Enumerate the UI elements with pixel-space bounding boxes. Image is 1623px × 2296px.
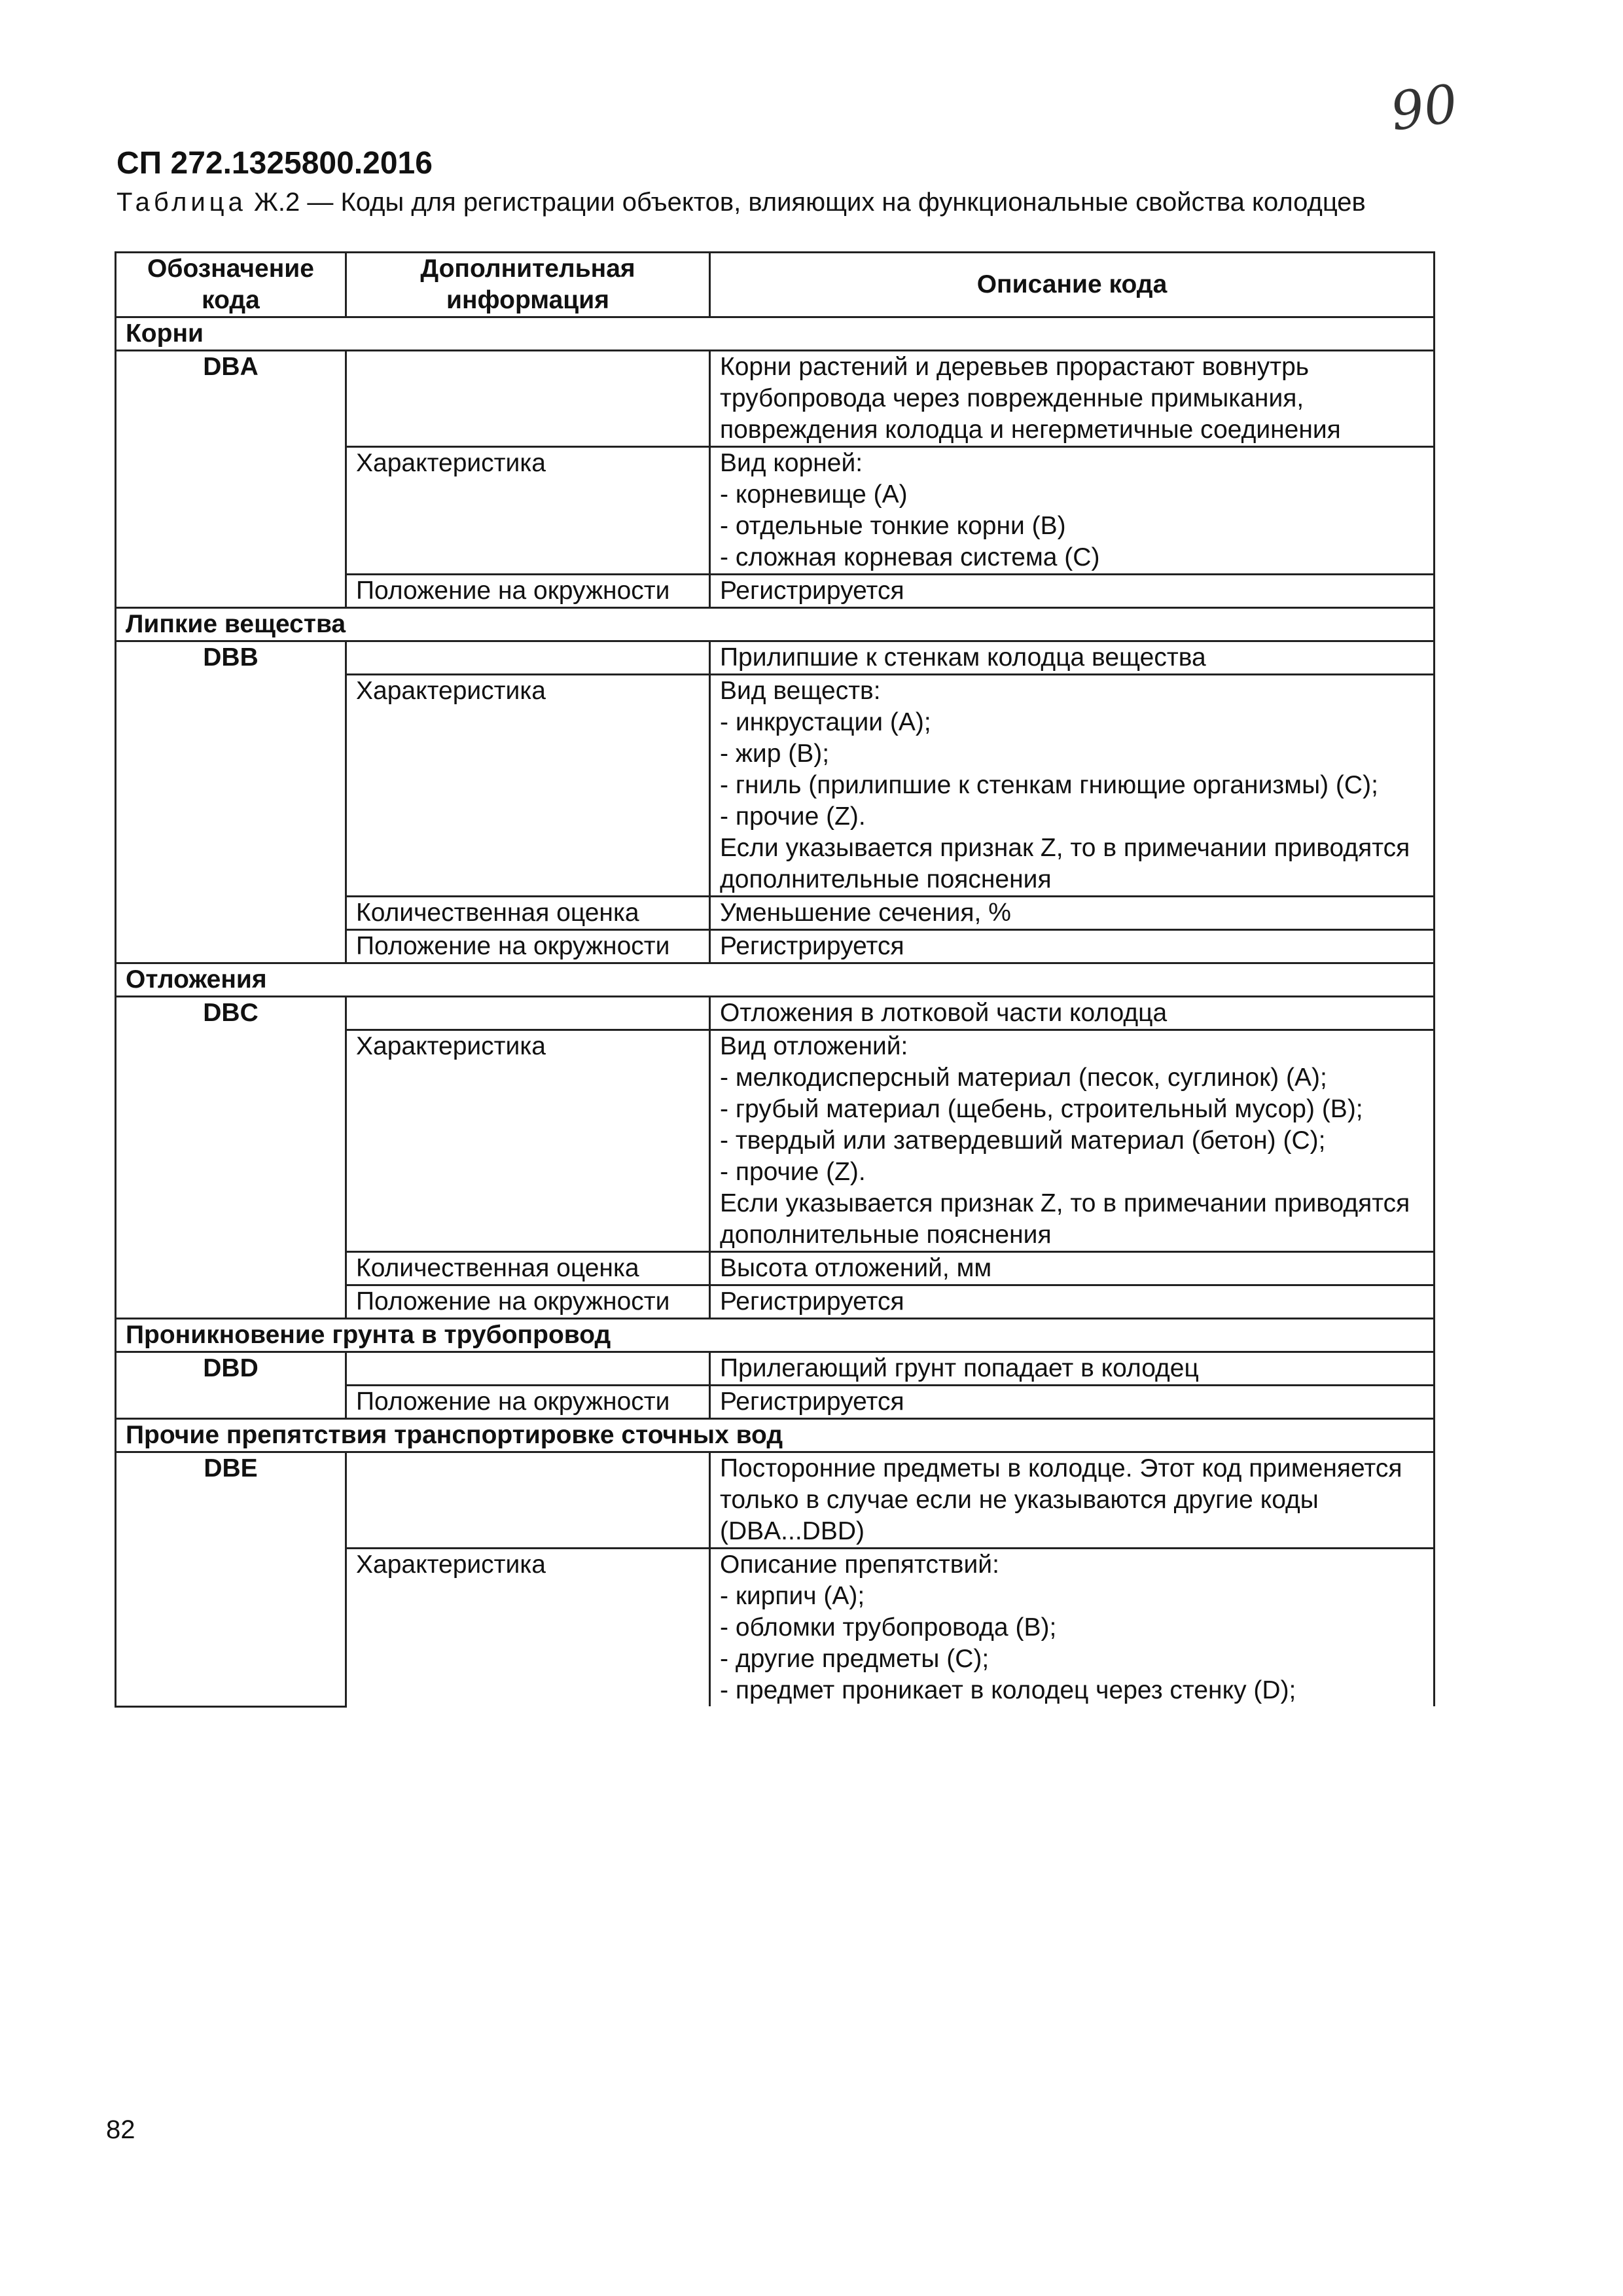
table-row bbox=[116, 1352, 1435, 1386]
info-cell: Количественная оценка bbox=[346, 1252, 710, 1285]
info-cell: Положение на окружности bbox=[346, 930, 710, 963]
page-number: 82 bbox=[106, 2115, 135, 2144]
description-line: Описание препятствий: bbox=[720, 1551, 999, 1579]
info-cell: Количественная оценка bbox=[346, 897, 710, 930]
info-cell: Положение на окружности bbox=[346, 1285, 710, 1319]
description-line: - обломки трубопровода (B); bbox=[720, 1613, 1057, 1641]
description-cell bbox=[710, 641, 1435, 675]
description-cell bbox=[710, 930, 1435, 963]
description-line: - сложная корневая система (C) bbox=[720, 543, 1100, 571]
document-code: СП 272.1325800.2016 bbox=[116, 146, 433, 181]
info-cell: Характеристика bbox=[346, 1030, 710, 1252]
description-cell bbox=[710, 1285, 1435, 1319]
description-line: Корни растений и деревьев прорастают вовнутрь трубопровода через поврежденные примыкания, повреждения колодца и негерметичные соединения bbox=[720, 353, 1341, 444]
info-cell: Характеристика bbox=[346, 447, 710, 575]
table-header-row bbox=[116, 253, 1435, 317]
caption-label: Таблица bbox=[116, 188, 247, 217]
description-line: Регистрируется bbox=[720, 577, 904, 605]
header-info: Дополнительная информация bbox=[346, 253, 710, 317]
description-line: Высота отложений, мм bbox=[720, 1254, 992, 1282]
header-description: Описание кода bbox=[710, 253, 1435, 317]
description-cell bbox=[710, 1352, 1435, 1386]
info-cell: Характеристика bbox=[346, 675, 710, 897]
section-row bbox=[116, 317, 1435, 351]
code-cell: DBD bbox=[116, 1352, 346, 1419]
section-row bbox=[116, 1419, 1435, 1452]
description-line: Посторонние предметы в колодце. Этот код применяется только в случае если не указываются другие коды (DBA...DBD) bbox=[720, 1454, 1402, 1545]
description-line: - прочие (Z). bbox=[720, 1158, 866, 1186]
description-line: - твердый или затвердевший материал (бетон) (C); bbox=[720, 1126, 1326, 1155]
section-group bbox=[116, 1319, 1435, 1419]
description-cell bbox=[710, 575, 1435, 608]
description-cell bbox=[710, 351, 1435, 447]
section-title: Проникновение грунта в трубопровод bbox=[116, 1319, 1435, 1352]
section-title: Липкие вещества bbox=[116, 608, 1435, 641]
description-line: Регистрируется bbox=[720, 1388, 904, 1416]
description-line: Если указывается признак Z, то в примечании приводятся дополнительные пояснения bbox=[720, 834, 1410, 893]
description-cell bbox=[710, 1030, 1435, 1252]
description-line: - прочие (Z). bbox=[720, 802, 866, 831]
description-cell bbox=[710, 675, 1435, 897]
info-cell: Положение на окружности bbox=[346, 575, 710, 608]
description-line: - другие предметы (C); bbox=[720, 1645, 990, 1673]
info-cell bbox=[346, 1452, 710, 1549]
description-cell bbox=[710, 1549, 1435, 1707]
info-cell bbox=[346, 641, 710, 675]
description-line: Регистрируется bbox=[720, 1287, 904, 1316]
description-line: - отдельные тонкие корни (B) bbox=[720, 512, 1066, 540]
section-title: Корни bbox=[116, 317, 1435, 351]
table-row bbox=[116, 351, 1435, 447]
caption-dash: — bbox=[300, 188, 341, 217]
description-line: - грубый материал (щебень, строительный мусор) (B); bbox=[720, 1095, 1363, 1123]
info-cell: Положение на окружности bbox=[346, 1386, 710, 1419]
section-row bbox=[116, 1319, 1435, 1352]
handwritten-page-mark: 90 bbox=[1387, 73, 1461, 143]
description-cell bbox=[710, 897, 1435, 930]
description-line: Уменьшение сечения, % bbox=[720, 899, 1011, 927]
table-row bbox=[116, 997, 1435, 1030]
description-line: - инкрустации (A); bbox=[720, 708, 931, 736]
description-line: Отложения в лотковой части колодца bbox=[720, 999, 1168, 1027]
info-cell: Характеристика bbox=[346, 1549, 710, 1707]
section-title: Отложения bbox=[116, 963, 1435, 997]
description-line: - гниль (прилипшие к стенкам гниющие организмы) (C); bbox=[720, 771, 1378, 799]
info-cell bbox=[346, 997, 710, 1030]
header-code: Обозначение кода bbox=[116, 253, 346, 317]
codes-table bbox=[115, 251, 1435, 1708]
section-row bbox=[116, 608, 1435, 641]
section-title: Прочие препятствия транспортировке сточных вод bbox=[116, 1419, 1435, 1452]
description-line: Прилегающий грунт попадает в колодец bbox=[720, 1354, 1199, 1382]
code-cell: DBC bbox=[116, 997, 346, 1319]
info-cell bbox=[346, 351, 710, 447]
description-line: Прилипшие к стенкам колодца вещества bbox=[720, 643, 1206, 672]
info-cell bbox=[346, 1352, 710, 1386]
description-line: - кирпич (A); bbox=[720, 1582, 865, 1610]
description-line: Если указывается признак Z, то в примечании приводятся дополнительные пояснения bbox=[720, 1189, 1410, 1249]
table-row bbox=[116, 1452, 1435, 1549]
description-cell bbox=[710, 1452, 1435, 1549]
description-cell bbox=[710, 1252, 1435, 1285]
description-cell bbox=[710, 997, 1435, 1030]
description-line: Регистрируется bbox=[720, 932, 904, 960]
code-cell: DBA bbox=[116, 351, 346, 608]
description-line: - жир (B); bbox=[720, 740, 830, 768]
description-line: Вид веществ: bbox=[720, 677, 881, 705]
description-line: - предмет проникает в колодец через стенку (D); bbox=[720, 1676, 1296, 1704]
section-group bbox=[116, 963, 1435, 1319]
table-caption bbox=[116, 187, 1432, 217]
section-group bbox=[116, 317, 1435, 608]
section-group bbox=[116, 1419, 1435, 1707]
caption-title: Коды для регистрации объектов, влияющих на функциональные свойства колодцев bbox=[340, 188, 1366, 217]
section-group bbox=[116, 608, 1435, 963]
description-line: Вид отложений: bbox=[720, 1032, 908, 1060]
code-cell: DBB bbox=[116, 641, 346, 963]
description-line: - мелкодисперсный материал (песок, суглинок) (A); bbox=[720, 1064, 1327, 1092]
caption-number: Ж.2 bbox=[253, 188, 300, 217]
code-cell: DBE bbox=[116, 1452, 346, 1707]
description-cell bbox=[710, 1386, 1435, 1419]
table-row bbox=[116, 641, 1435, 675]
section-row bbox=[116, 963, 1435, 997]
description-line: - корневище (A) bbox=[720, 480, 908, 509]
description-cell bbox=[710, 447, 1435, 575]
description-line: Вид корней: bbox=[720, 449, 863, 477]
